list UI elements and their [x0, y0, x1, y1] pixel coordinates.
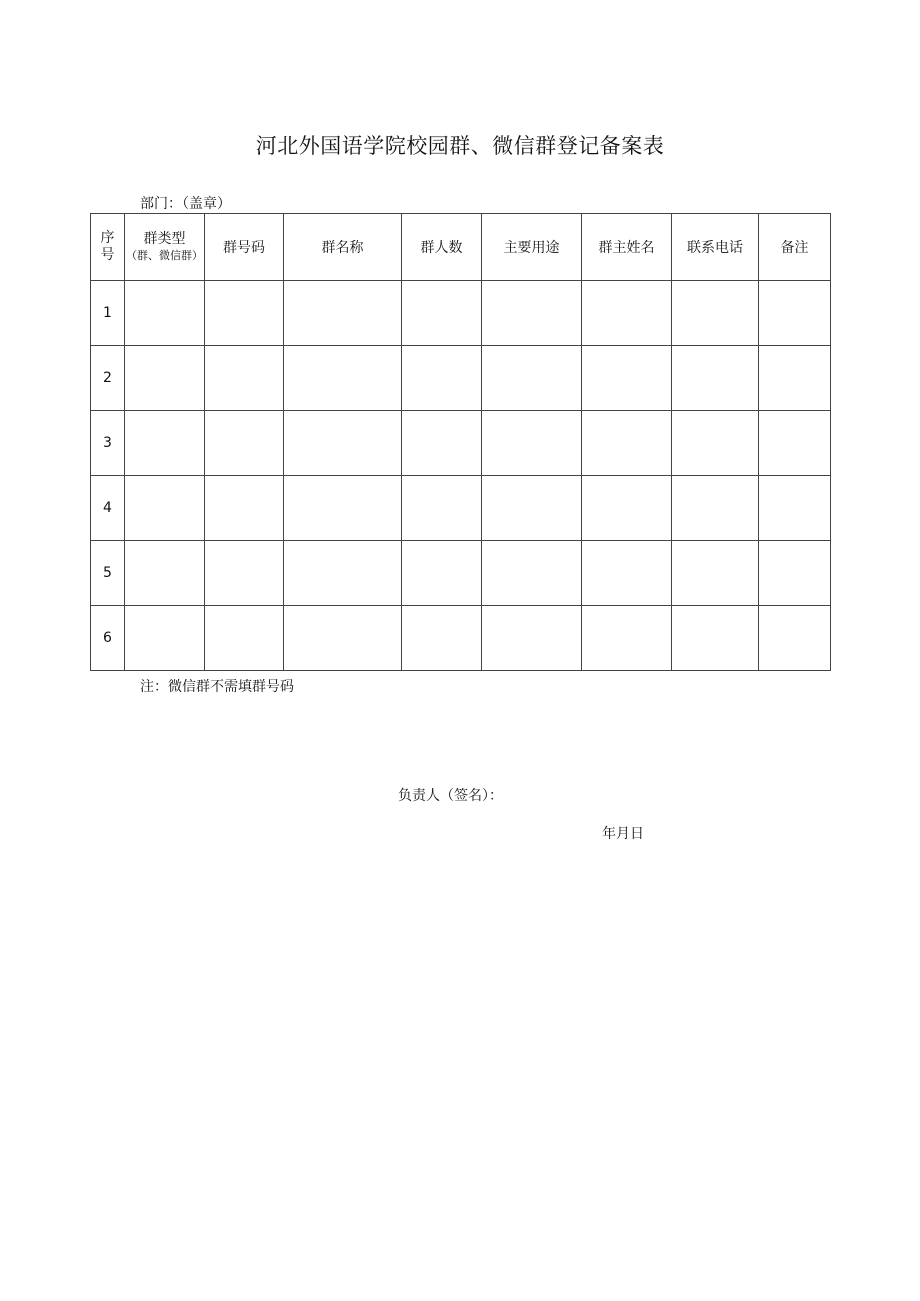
cell-group-number[interactable] [205, 606, 284, 671]
cell-remarks[interactable] [759, 346, 831, 411]
header-main-purpose: 主要用途 [482, 214, 582, 281]
header-row [91, 214, 831, 281]
cell-group-type[interactable] [125, 606, 205, 671]
cell-member-count[interactable] [402, 281, 482, 346]
header-group-type-main: 群类型 [143, 231, 186, 247]
header-seq [91, 214, 125, 281]
row-seq: 1 [91, 281, 125, 346]
cell-remarks[interactable] [759, 541, 831, 606]
cell-main-purpose[interactable] [482, 541, 582, 606]
cell-group-type[interactable] [125, 541, 205, 606]
row-seq: 4 [91, 476, 125, 541]
cell-member-count[interactable] [402, 541, 482, 606]
cell-main-purpose[interactable] [482, 346, 582, 411]
table-row [91, 606, 831, 671]
cell-group-number[interactable] [205, 281, 284, 346]
header-group-name: 群名称 [284, 214, 402, 281]
cell-main-purpose[interactable] [482, 476, 582, 541]
cell-phone[interactable] [672, 541, 759, 606]
cell-group-number[interactable] [205, 346, 284, 411]
cell-group-name[interactable] [284, 411, 402, 476]
cell-phone[interactable] [672, 606, 759, 671]
table-row [91, 541, 831, 606]
header-owner-name: 群主姓名 [582, 214, 672, 281]
cell-group-type[interactable] [125, 281, 205, 346]
cell-group-type[interactable] [125, 346, 205, 411]
header-seq-line2: 号 [100, 247, 115, 263]
table-row [91, 346, 831, 411]
cell-phone[interactable] [672, 411, 759, 476]
row-seq: 2 [91, 346, 125, 411]
cell-owner-name[interactable] [582, 281, 672, 346]
cell-remarks[interactable] [759, 411, 831, 476]
header-seq-line1: 序 [100, 230, 115, 246]
row-seq: 6 [91, 606, 125, 671]
cell-owner-name[interactable] [582, 476, 672, 541]
date-label: 年月日 [602, 826, 644, 842]
cell-group-number[interactable] [205, 541, 284, 606]
cell-remarks[interactable] [759, 476, 831, 541]
cell-owner-name[interactable] [582, 411, 672, 476]
cell-owner-name[interactable] [582, 346, 672, 411]
table-row [91, 476, 831, 541]
cell-group-name[interactable] [284, 281, 402, 346]
cell-owner-name[interactable] [582, 606, 672, 671]
cell-phone[interactable] [672, 476, 759, 541]
cell-member-count[interactable] [402, 606, 482, 671]
cell-owner-name[interactable] [582, 541, 672, 606]
cell-main-purpose[interactable] [482, 281, 582, 346]
cell-main-purpose[interactable] [482, 411, 582, 476]
header-group-type-sub: （群、微信群） [126, 249, 203, 262]
cell-group-number[interactable] [205, 411, 284, 476]
signer-label: 负责人（签名）： [398, 788, 503, 804]
registration-table [90, 213, 831, 671]
cell-group-name[interactable] [284, 606, 402, 671]
header-group-number: 群号码 [205, 214, 284, 281]
form-title: 河北外国语学院校园群、微信群登记备案表 [255, 134, 665, 158]
cell-remarks[interactable] [759, 606, 831, 671]
table-row [91, 281, 831, 346]
row-seq: 5 [91, 541, 125, 606]
header-member-count: 群人数 [402, 214, 482, 281]
cell-member-count[interactable] [402, 346, 482, 411]
cell-group-number[interactable] [205, 476, 284, 541]
cell-group-name[interactable] [284, 541, 402, 606]
header-remarks: 备注 [759, 214, 831, 281]
cell-group-name[interactable] [284, 476, 402, 541]
department-label: 部门：（盖章） [140, 196, 231, 212]
cell-group-type[interactable] [125, 411, 205, 476]
cell-member-count[interactable] [402, 411, 482, 476]
header-group-type [125, 214, 205, 281]
cell-main-purpose[interactable] [482, 606, 582, 671]
cell-phone[interactable] [672, 346, 759, 411]
cell-phone[interactable] [672, 281, 759, 346]
cell-group-name[interactable] [284, 346, 402, 411]
cell-member-count[interactable] [402, 476, 482, 541]
cell-group-type[interactable] [125, 476, 205, 541]
row-seq: 3 [91, 411, 125, 476]
footnote: 注：微信群不需填群号码 [140, 679, 294, 695]
cell-remarks[interactable] [759, 281, 831, 346]
header-phone: 联系电话 [672, 214, 759, 281]
table-row [91, 411, 831, 476]
